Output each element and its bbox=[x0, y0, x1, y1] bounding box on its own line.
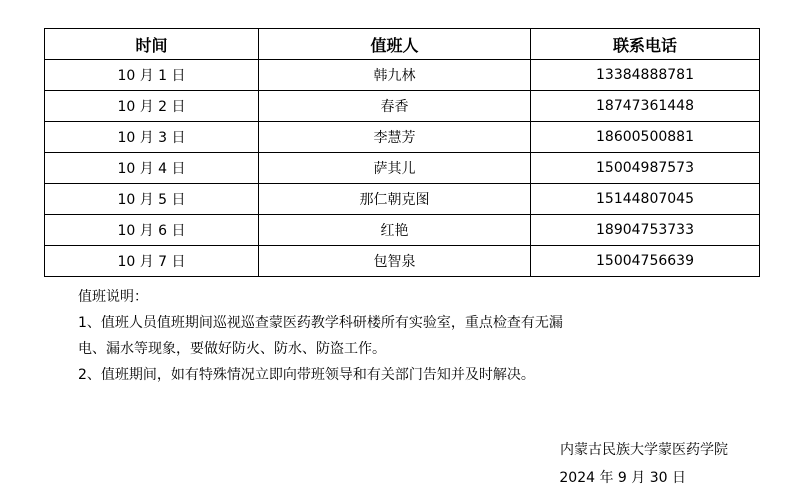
row-name: 韩九林 bbox=[259, 60, 531, 91]
row-phone: 15004987573 bbox=[531, 153, 760, 184]
row-name: 包智泉 bbox=[259, 246, 531, 277]
row-phone: 15004756639 bbox=[531, 246, 760, 277]
row-date: 10 月 5 日 bbox=[45, 184, 259, 215]
notes-item-1-line-1: 1、值班人员值班期间巡视巡查蒙医药教学科研楼所有实验室，重点检查有无漏 bbox=[78, 315, 563, 331]
row-date: 10 月 4 日 bbox=[45, 153, 259, 184]
row-name: 红艳 bbox=[259, 215, 531, 246]
header-phone: 联系电话 bbox=[531, 29, 760, 60]
row-phone: 18904753733 bbox=[531, 215, 760, 246]
header-name: 值班人 bbox=[259, 29, 531, 60]
row-name: 春香 bbox=[259, 91, 531, 122]
row-name: 萨其儿 bbox=[259, 153, 531, 184]
row-date: 10 月 1 日 bbox=[45, 60, 259, 91]
row-name: 那仁朝克图 bbox=[259, 184, 531, 215]
table-row bbox=[45, 246, 760, 277]
table-row bbox=[45, 215, 760, 246]
header-date: 时间 bbox=[45, 29, 259, 60]
signature-organization: 内蒙古民族大学蒙医药学院 bbox=[560, 442, 728, 458]
duty-schedule-table bbox=[44, 28, 760, 277]
notes-item-1-line-2: 电、漏水等现象，要做好防火、防水、防盗工作。 bbox=[78, 341, 386, 357]
row-name: 李慧芳 bbox=[259, 122, 531, 153]
row-date: 10 月 7 日 bbox=[45, 246, 259, 277]
duty-notes bbox=[78, 284, 758, 388]
table-row bbox=[45, 60, 760, 91]
table-row bbox=[45, 91, 760, 122]
signature-block bbox=[428, 436, 728, 492]
table-row bbox=[45, 153, 760, 184]
table-header-row bbox=[45, 29, 760, 60]
notes-item-2: 2、值班期间，如有特殊情况立即向带班领导和有关部门告知并及时解决。 bbox=[78, 367, 535, 383]
row-phone: 15144807045 bbox=[531, 184, 760, 215]
row-date: 10 月 2 日 bbox=[45, 91, 259, 122]
row-phone: 18747361448 bbox=[531, 91, 760, 122]
row-phone: 13384888781 bbox=[531, 60, 760, 91]
notes-title: 值班说明： bbox=[78, 289, 148, 305]
row-date: 10 月 3 日 bbox=[45, 122, 259, 153]
table-row bbox=[45, 122, 760, 153]
row-phone: 18600500881 bbox=[531, 122, 760, 153]
row-date: 10 月 6 日 bbox=[45, 215, 259, 246]
signature-date: 2024 年 9 月 30 日 bbox=[559, 470, 686, 486]
table-row bbox=[45, 184, 760, 215]
